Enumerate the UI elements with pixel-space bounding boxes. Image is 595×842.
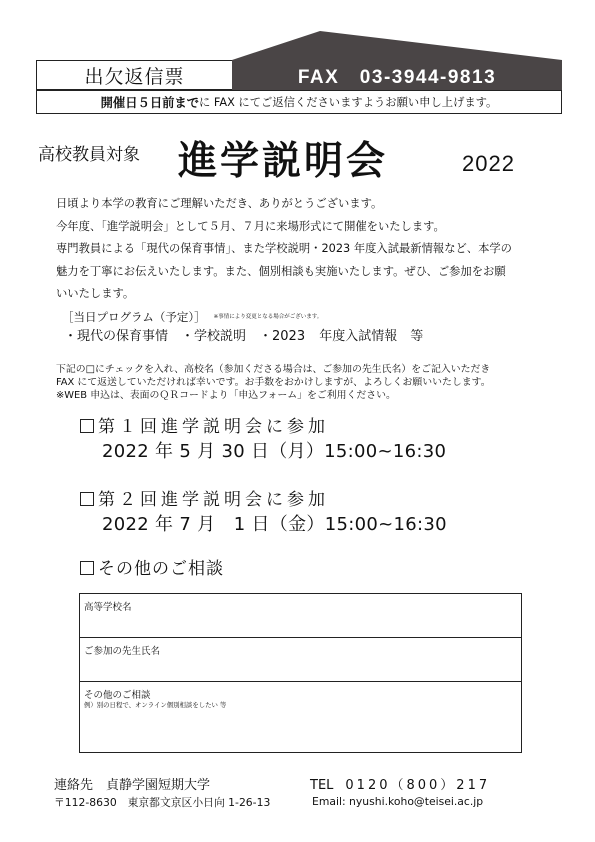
program-items: ・現代の保育事情 ・学校説明 ・2023 年度入試情報 等 xyxy=(64,329,424,344)
deadline-bold: 開催日５日前まで xyxy=(100,96,200,110)
contact-address: 〒112-8630 東京都文京区小日向 1-26-13 xyxy=(54,796,271,809)
intro-line: 今年度、「進学説明会」として５月、７月に来場形式にて開催をいたします。 xyxy=(56,219,445,233)
option-label: その他のご相談 xyxy=(98,559,224,579)
target-audience: 高校教員対象 xyxy=(38,145,140,165)
event-year: 2022 xyxy=(462,151,515,176)
school-name-label: 高等学校名 xyxy=(84,602,132,613)
tel-label: TEL xyxy=(310,778,334,793)
contact-name: 連絡先 貞静学園短期大学 xyxy=(54,778,211,793)
instructions xyxy=(56,363,576,402)
contact-email: Email: nyushi.koho@teisei.ac.jp xyxy=(312,795,484,808)
intro-line: 魅力を丁寧にお伝えいたします。また、個別相談も実施いたします。ぜひ、ご参加をお願 xyxy=(56,264,506,278)
fax-number: FAX 03-3944-9813 xyxy=(297,66,497,88)
deadline-rest: に FAX にてご返信くださいますようお願い申し上げます。 xyxy=(199,96,498,109)
intro-line: 日頃より本学の教育にご理解いただき、ありがとうございます。 xyxy=(56,197,383,210)
form-title: 出欠返信票 xyxy=(36,60,232,90)
option-label: 第１回進学説明会に参加 xyxy=(98,417,329,437)
instruction-line: 下記の□にチェックを入れ、高校名（参加くださる場合は、ご参加の先生氏名）をご記入いただき xyxy=(56,364,491,375)
program-heading-text: ［当日プログラム（予定）］ xyxy=(62,310,206,324)
instruction-line: ※WEB 申込は、表面のＱＲコードより「申込フォーム」をご利用ください。 xyxy=(56,390,396,401)
program-heading xyxy=(62,309,322,325)
checkbox-session-1[interactable] xyxy=(80,419,94,433)
other-consultation-example: 例）別の日程で、オンライン個別相談をしたい 等 xyxy=(84,701,227,709)
teacher-name-field[interactable] xyxy=(80,638,521,682)
deadline-notice xyxy=(36,90,562,114)
session-2-date: 2022 年 7 月 1 日（金）15:00~16:30 xyxy=(102,514,447,535)
option-label: 第２回進学説明会に参加 xyxy=(98,490,329,510)
checkbox-other[interactable] xyxy=(80,561,94,575)
intro-line: いいたします。 xyxy=(56,287,135,300)
checkbox-session-2[interactable] xyxy=(80,492,94,506)
other-consultation-field[interactable] xyxy=(80,682,521,754)
tel-number: 0120（800）217 xyxy=(345,778,491,793)
option-session-1[interactable] xyxy=(80,412,329,437)
teacher-name-label: ご参加の先生氏名 xyxy=(84,646,161,657)
contact-tel xyxy=(310,774,490,793)
program-note: ※事情により変更となる場合がございます。 xyxy=(213,314,323,320)
option-other-consultation[interactable] xyxy=(80,554,224,579)
instruction-line: FAX にて返送していただければ幸いです。お手数をおかけしますが、よろしくお願いいたします。 xyxy=(56,377,491,388)
school-name-field[interactable] xyxy=(80,594,521,638)
intro-text xyxy=(56,193,556,306)
entry-form xyxy=(79,593,522,753)
option-session-2[interactable] xyxy=(80,485,329,510)
page-title: 進学説明会 xyxy=(178,139,389,184)
intro-line: 専門教員による「現代の保育事情」、また学校説明・2023 年度入試最新情報など、本学の xyxy=(56,242,512,255)
session-1-date: 2022 年 5 月 30 日（月）15:00~16:30 xyxy=(102,441,447,462)
other-consultation-label: その他のご相談 xyxy=(84,690,151,701)
